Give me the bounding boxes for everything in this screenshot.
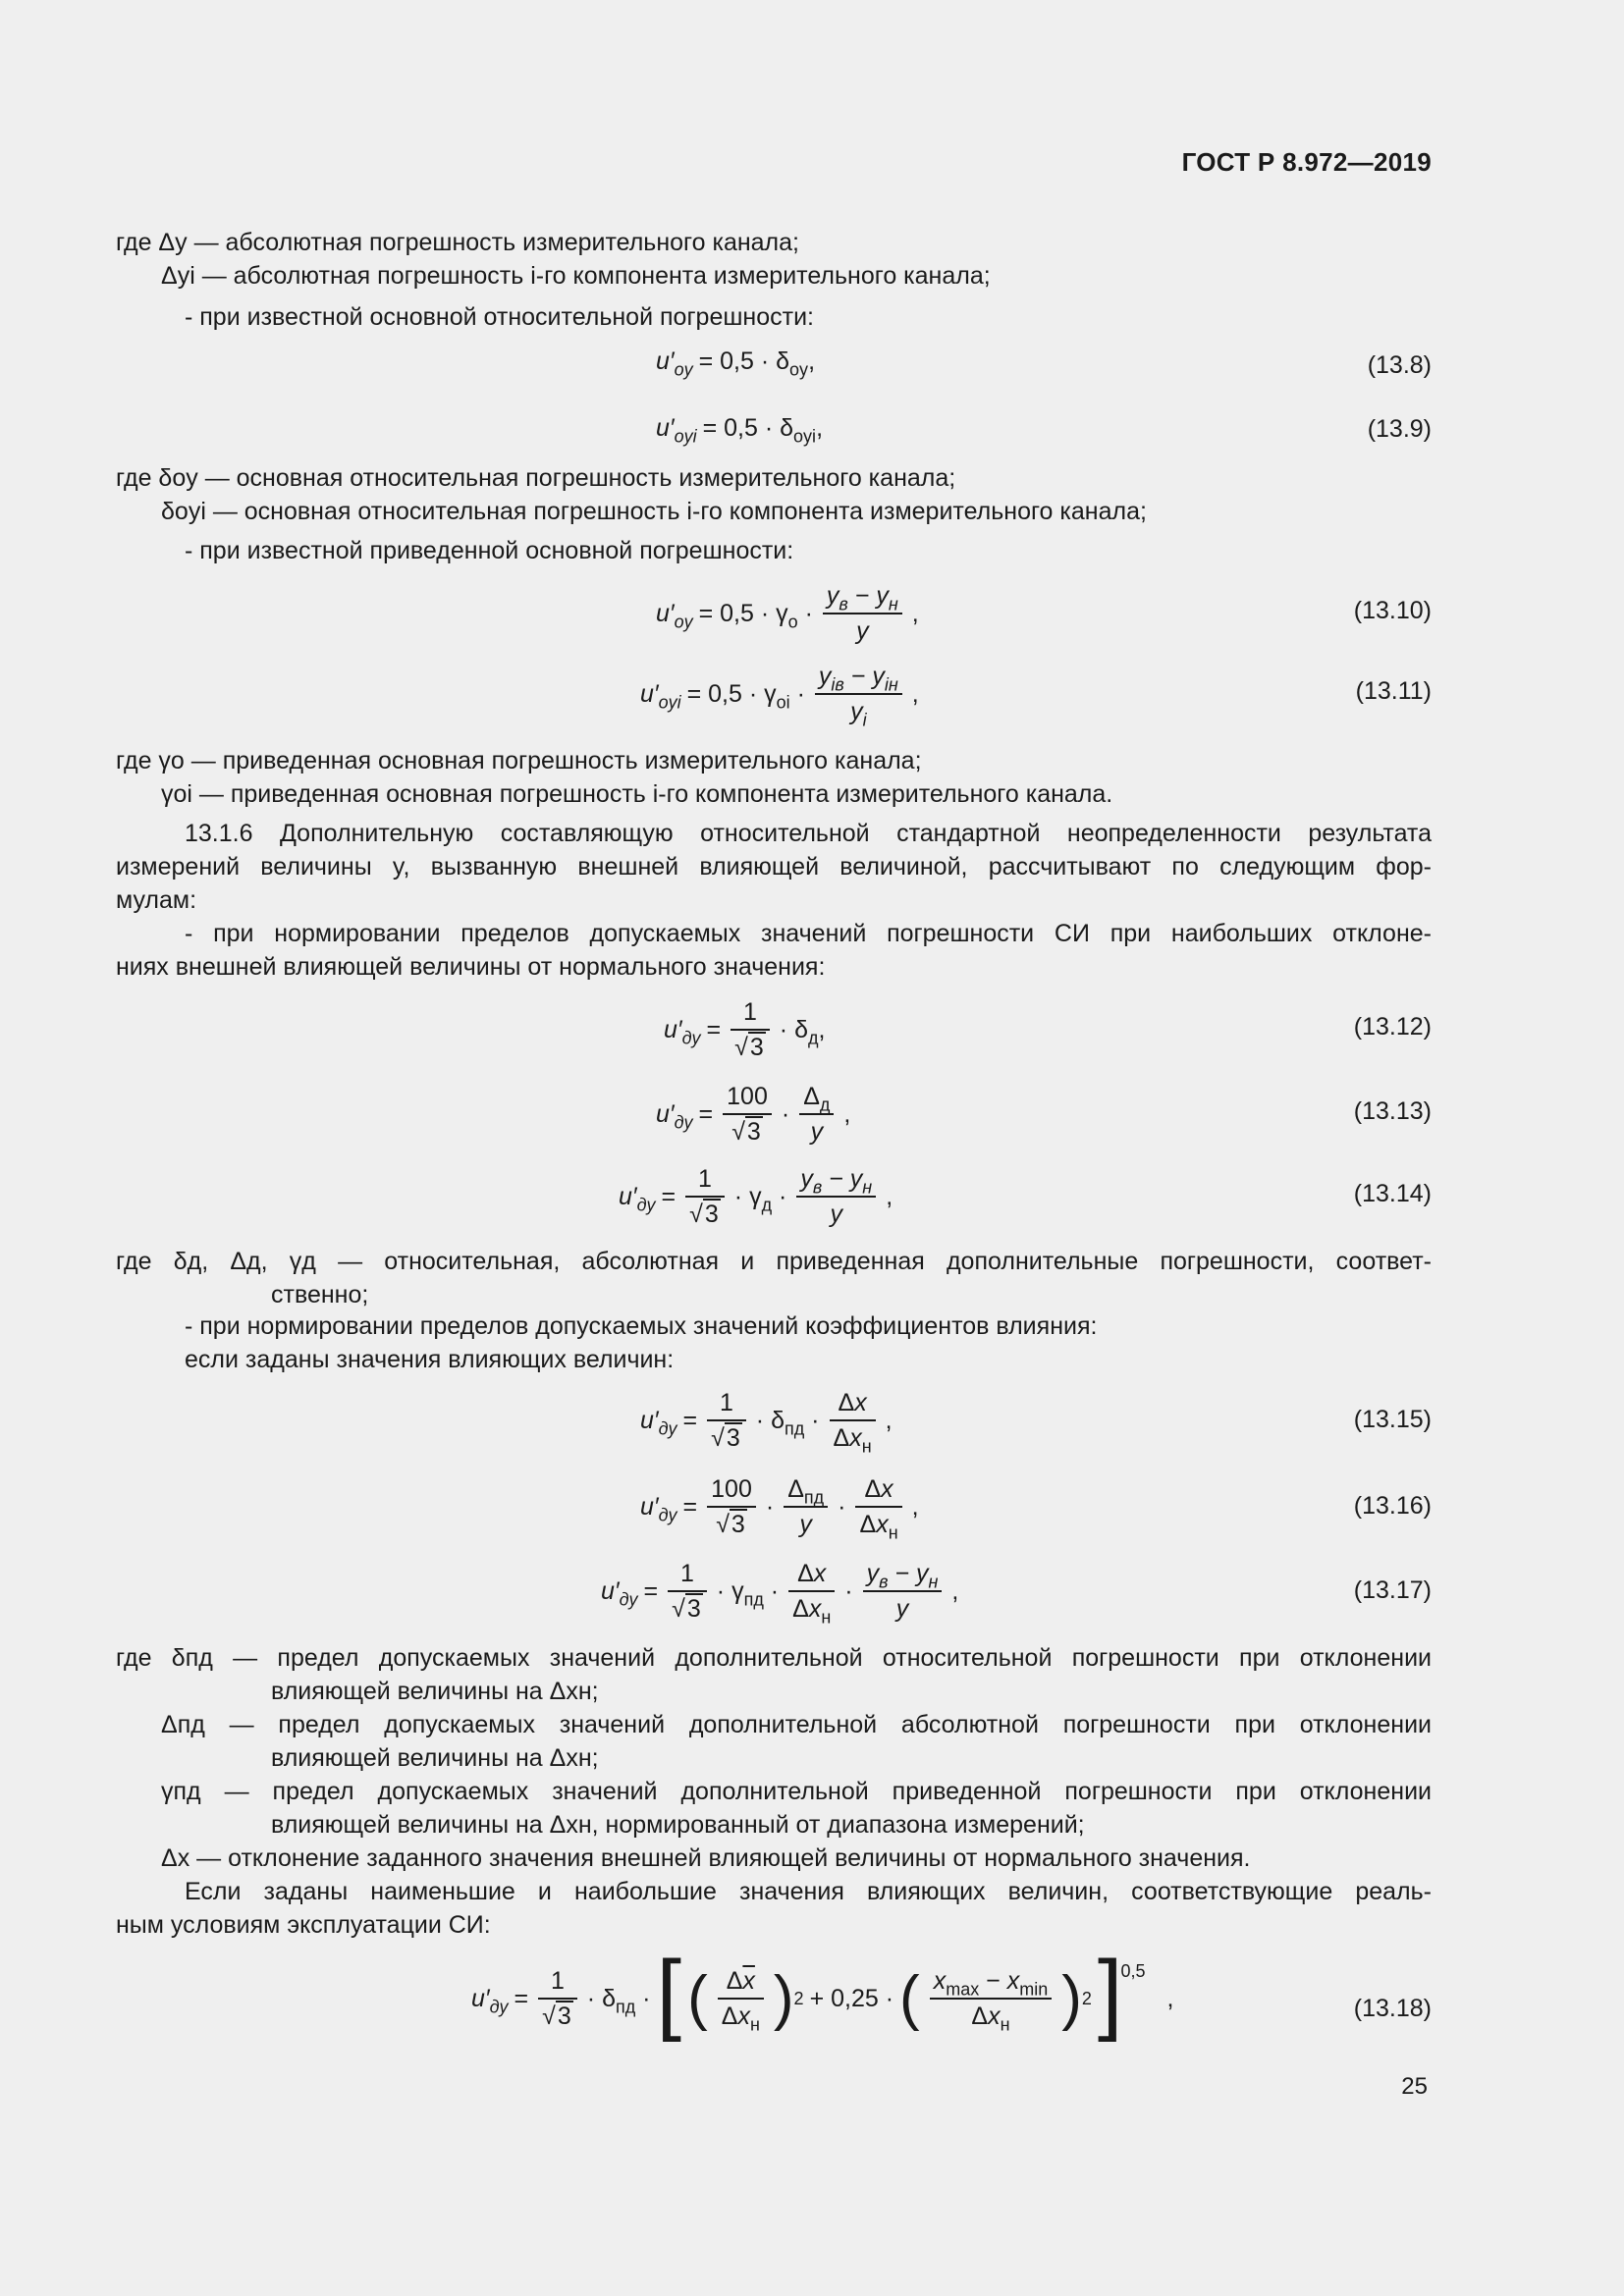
formula-13-11: $u'_{oyi}$ = $0,5 \cdot \gamma_{oi}$ · $\frac{y_{iв} - y_{iн}}{y_i}$ , [640,660,919,728]
para-13-1-6-line2: измерений величины y, вызванную внешней влияющей величиной, рассчитывают по следующим фор- [116,853,1432,881]
case-limits-line1: - при нормировании пределов допускаемых значений погрешности СИ при наибольших отклоне- [185,920,1432,947]
formula-13-17: $u'_{дy}$ = $\frac{1}{√3}$ · $\gamma_{пд}$ · $\frac{\Delta x}{\Delta x_н}$ · $\frac{y_в - y_н}{y}$ , [601,1557,958,1626]
formula-13-13: $u'_{дy}$ = $\frac{100}{√3}$ · $\frac{\Delta_д}{y}$ , [656,1080,850,1148]
def-delta-oy: где δoy — основная относительная погрешность измерительного канала; [116,464,956,492]
def-Delta-pd: Δпд — предел допускаемых значений дополнительной абсолютной погрешности при отклонении [161,1711,1432,1738]
formula-13-9: $u'_{oyi}$ = $0,5 \cdot \delta_{oyi}$, [656,414,824,447]
para-13-1-6-line3: мулам: [116,886,197,914]
standard-code: ГОСТ Р 8.972—2019 [1181,147,1432,177]
page-number: 25 [1401,2073,1428,2100]
eqnum-13-11: (13.11) [1355,677,1432,705]
case-limits-line2: ниях внешней влияющей величины от нормального значения: [116,953,826,981]
formula-13-15: $u'_{дy}$ = $\frac{1}{√3}$ · $\delta_{пд}$ · $\frac{\Delta x}{\Delta x_н}$ , [640,1386,893,1455]
def-delta-y: где Δy — абсолютная погрешность измерительного канала; [116,229,799,256]
formula-13-18: $u'_{дy}$ = $\frac{1}{√3}$ · $\delta_{пд}$ · [ ( $\frac{\Delta\overline{x}}{\Delta x_н}$ ) 2 + 0,25 · ( $\frac{x_{max} - x_{min}}{\Delta x_н}$ ) 2 ] $^{0,5}$ , [471,1943,1174,2043]
eqnum-13-10: (13.10) [1353,597,1432,624]
case-influence-coef: - при нормировании пределов допускаемых значений коэффициентов влияния: [185,1312,1098,1340]
case-reduced-error: - при известной приведенной основной погрешности: [185,537,794,564]
case-values-given: если заданы значения влияющих величин: [185,1346,675,1373]
def-delta-x: Δx — отклонение заданного значения внешней влияющей величины от нормального значения. [161,1844,1251,1872]
eqnum-13-8: (13.8) [1367,351,1432,379]
def-Delta-pd-cont: влияющей величины на Δxн; [271,1744,599,1772]
eqnum-13-9: (13.9) [1367,415,1432,443]
eqnum-13-15: (13.15) [1353,1406,1432,1433]
def-gamma-pd: γпд — предел допускаемых значений дополнительной приведенной погрешности при отклонении [161,1778,1432,1805]
def-delta-pd: где δпд — предел допускаемых значений дополнительной относительной погрешности при отклонении [116,1644,1432,1672]
formula-13-8: $u'_{oy}$ = $0,5 \cdot \delta_{oy}$, [656,347,816,380]
formula-13-10: $u'_{oy}$ = $0,5 \cdot \gamma_o$ · $\frac{y_в - y_н}{y}$ , [656,579,919,648]
eqnum-13-16: (13.16) [1353,1492,1432,1520]
formula-13-16: $u'_{дy}$ = $\frac{100}{√3}$ · $\frac{\Delta_{пд}}{y}$ · $\frac{\Delta x}{\Delta x_н}$ , [640,1472,919,1541]
case-relative-error: - при известной основной относительной погрешности: [185,303,814,331]
eqnum-13-12: (13.12) [1353,1013,1432,1041]
eqnum-13-17: (13.17) [1353,1576,1432,1604]
eqnum-13-14: (13.14) [1353,1180,1432,1207]
def-delta-yi: Δyi — абсолютная погрешность i-го компонента измерительного канала; [161,262,991,290]
para-min-max-line2: ным условиям эксплуатации СИ: [116,1911,491,1939]
def-gamma-o: где γo — приведенная основная погрешность измерительного канала; [116,747,922,774]
def-gamma-pd-cont: влияющей величины на Δxн, нормированный от диапазона измерений; [271,1811,1085,1839]
def-delta-pd-cont: влияющей величины на Δxн; [271,1678,599,1705]
def-additional-errors-cont: ственно; [271,1281,369,1308]
para-min-max-line1: Если заданы наименьшие и наибольшие значения влияющих величин, соответствующие реаль- [185,1878,1432,1905]
def-additional-errors: где δд, Δд, γд — относительная, абсолютная и приведенная дополнительные погрешности, соответ- [116,1248,1432,1275]
eqnum-13-18: (13.18) [1353,1995,1432,2022]
def-delta-oyi: δoyi — основная относительная погрешность i-го компонента измерительного канала; [161,498,1147,525]
formula-13-14: $u'_{дy}$ = $\frac{1}{√3}$ · $\gamma_д$ · $\frac{y_в - y_н}{y}$ , [619,1162,893,1231]
formula-13-12: $u'_{дy}$ = $\frac{1}{√3}$ · $\delta_д$, [664,995,825,1064]
eqnum-13-13: (13.13) [1353,1097,1432,1125]
def-gamma-oi: γoi — приведенная основная погрешность i-го компонента измерительного канала. [161,780,1113,808]
para-13-1-6-line1: 13.1.6 Дополнительную составляющую относительной стандартной неопределенности результата [185,820,1432,847]
